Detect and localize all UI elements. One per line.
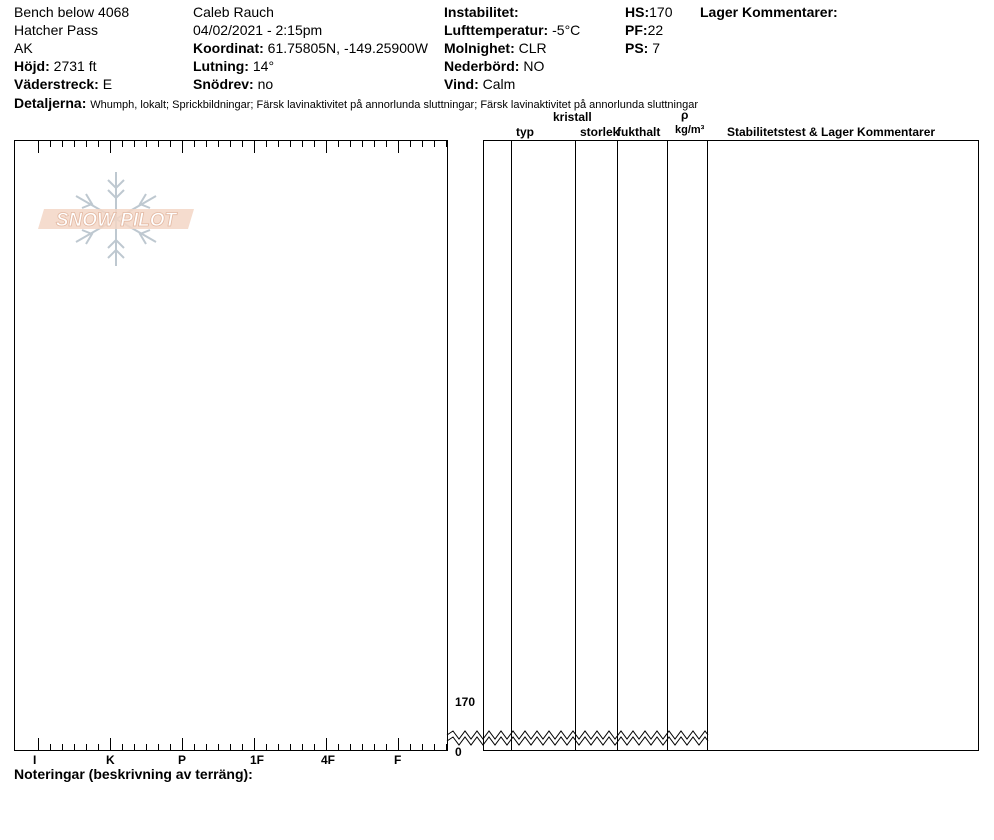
hs-value: 170: [649, 4, 673, 20]
hardness-label-k: K: [106, 753, 115, 767]
details-value: Whumph, lokalt; Sprickbildningar; Färsk lavinaktivitet på annorlunda sluttningar; Färsk lavinaktivitet på annorlunda sluttningar: [90, 99, 699, 111]
coordinate-value: 61.75805N, -149.25900W: [267, 40, 428, 56]
sky-value: CLR: [518, 40, 547, 56]
column-header-stability: Stabilitetstest & Lager Kommentarer: [727, 125, 936, 139]
depth-break-line-lower: [447, 737, 708, 745]
layer-table-frame: [484, 141, 979, 751]
hardness-top-ticks: [39, 141, 447, 153]
precipitation-value: NO: [523, 58, 545, 74]
depth-label-top: 170: [455, 695, 476, 709]
column-header-crystal-top: kristall: [553, 110, 592, 124]
hardness-label-1f: 1F: [250, 753, 265, 767]
wind-value: Calm: [482, 76, 516, 92]
aspect-label: Väderstreck:: [14, 76, 99, 92]
notes-label: Noteringar (beskrivning av terräng):: [14, 766, 253, 782]
observer-name: Caleb Rauch: [193, 4, 274, 20]
hs-label: HS:: [625, 4, 650, 20]
hardness-label-i: I: [33, 753, 37, 767]
hardness-label-4f: 4F: [321, 753, 336, 767]
hardness-label-f: F: [394, 753, 402, 767]
layer-comments-label: Lager Kommentarer:: [700, 4, 838, 20]
depth-label-bottom: 0: [455, 745, 462, 759]
details-label: Detaljerna:: [14, 95, 87, 111]
slope-value: 14°: [252, 58, 275, 74]
precipitation-label: Nederbörd:: [444, 58, 520, 74]
air-temperature-label: Lufttemperatur:: [444, 22, 549, 38]
hardness-label-p: P: [178, 753, 187, 767]
slope-label: Lutning:: [193, 58, 249, 74]
column-header-type: typ: [516, 125, 534, 139]
column-header-crystal-size: storlek: [580, 125, 620, 139]
wind-loading-value: no: [257, 76, 274, 92]
state-name: AK: [14, 40, 33, 56]
pf-value: 22: [647, 22, 664, 38]
site-name: Bench below 4068: [14, 4, 130, 20]
column-header-moisture: fukthalt: [617, 125, 661, 139]
column-header-density-symbol: ρ: [681, 108, 689, 122]
hardness-chart-frame: [15, 141, 448, 751]
ps-value: 7: [652, 40, 661, 56]
wind-label: Vind:: [444, 76, 479, 92]
column-header-density-unit: kg/m³: [675, 124, 705, 136]
pf-label: PF:: [625, 22, 648, 38]
observation-datetime: 04/02/2021 - 2:15pm: [193, 22, 323, 38]
hardness-bottom-ticks: [39, 738, 447, 750]
ps-label: PS:: [625, 40, 649, 56]
elevation-value: 2731 ft: [53, 58, 97, 74]
aspect-value: E: [102, 76, 113, 92]
instability-label: Instabilitet:: [444, 4, 519, 20]
coordinate-label: Koordinat:: [193, 40, 264, 56]
area-name: Hatcher Pass: [14, 22, 99, 38]
elevation-label: Höjd:: [14, 58, 50, 74]
air-temperature-value: -5°C: [552, 22, 581, 38]
sky-label: Molnighet:: [444, 40, 515, 56]
wind-loading-label: Snödrev:: [193, 76, 254, 92]
snowpilot-logo-text: SNOW PILOT: [55, 210, 177, 231]
